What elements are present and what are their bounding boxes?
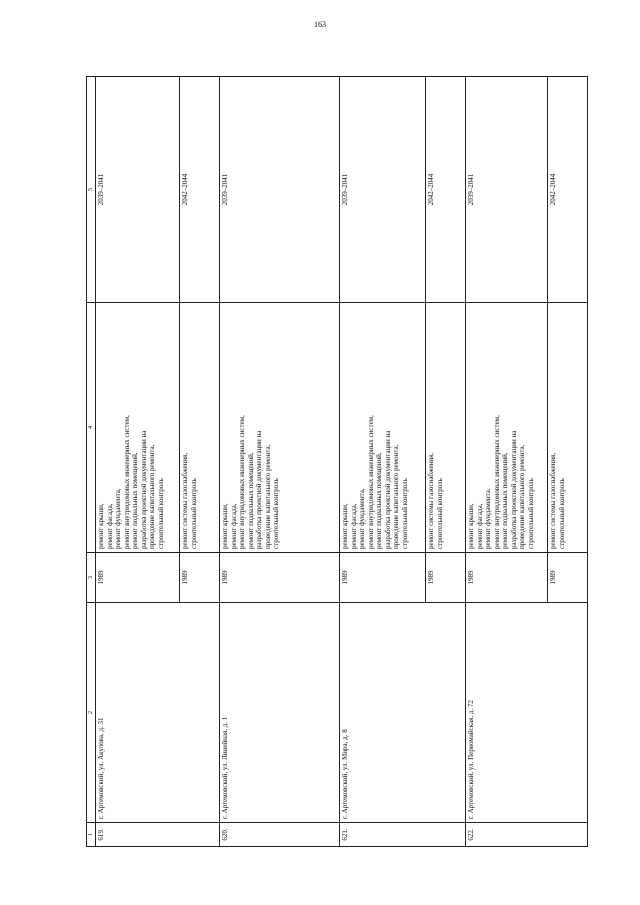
address-cell: г. Артемовский, ул. Первомайская, д. 72 (466, 603, 588, 823)
work-item: ремонт системы газоснабжения, (549, 452, 557, 549)
work-item: ремонт внутридомовых инженерных систем, (492, 415, 501, 549)
row-number: 621. (340, 823, 466, 847)
work-item: разработка проектной документации на (139, 430, 148, 549)
work-item: проведение капитального ремонта, (148, 444, 157, 549)
page-number: 163 (314, 20, 326, 29)
row-number: 620. (220, 823, 340, 847)
work-item: строительный контроль (557, 478, 566, 549)
repair-schedule-table (86, 76, 588, 847)
period-cell: 2042–2044 (548, 77, 588, 303)
work-item: ремонт крыши, (97, 503, 105, 549)
works-cell (96, 303, 180, 553)
work-item: ремонт подвальных помещений, (375, 452, 384, 549)
work-item: ремонт подвальных помещений, (501, 452, 510, 549)
work-item: ремонт крыши, (341, 503, 349, 549)
works-cell (426, 303, 466, 553)
work-item: ремонт внутридомовых инженерных систем, (366, 415, 375, 549)
year-cell: 1989 (180, 553, 220, 603)
address-cell: г. Артемовский, ул. Линейная, д. 1 (220, 603, 340, 823)
period-cell: 2039–2041 (466, 77, 548, 303)
rotated-table-container (86, 77, 566, 847)
work-item: проведение капитального ремонта, (392, 444, 401, 549)
table-row (220, 77, 340, 847)
work-item: ремонт подвальных помещений, (246, 452, 255, 549)
period-cell: 2042–2044 (180, 77, 220, 303)
row-number: 622. (466, 823, 588, 847)
period-cell: 2039–2041 (96, 77, 180, 303)
works-cell (340, 303, 426, 553)
works-cell (466, 303, 548, 553)
work-item: ремонт фундамента, (484, 488, 493, 549)
work-item: ремонт внутридомовых инженерных систем, (122, 415, 131, 549)
table-row (340, 77, 426, 847)
work-item: ремонт фасада, (229, 503, 238, 549)
work-item: ремонт системы газоснабжения, (427, 452, 435, 549)
year-cell: 1989 (426, 553, 466, 603)
work-item: проведение капитального ремонта, (518, 444, 527, 549)
table-row (466, 77, 548, 847)
works-cell (220, 303, 340, 553)
year-cell: 1989 (220, 553, 340, 603)
header-col-1: 1 (87, 823, 96, 847)
work-item: ремонт фасада, (105, 503, 114, 549)
period-cell: 2039–2041 (340, 77, 426, 303)
period-cell: 2042–2044 (426, 77, 466, 303)
work-item: строительный контроль (189, 478, 198, 549)
work-item: строительный контроль (156, 478, 165, 549)
work-item: ремонт фасада, (349, 503, 358, 549)
work-item: строительный контроль (435, 478, 444, 549)
works-cell (180, 303, 220, 553)
period-cell: 2039–2041 (220, 77, 340, 303)
work-item: ремонт крыши, (467, 503, 475, 549)
header-col-3: 3 (87, 553, 96, 603)
works-cell (548, 303, 588, 553)
work-item: строительный контроль (272, 478, 281, 549)
year-cell: 1989 (96, 553, 180, 603)
row-number: 619. (96, 823, 220, 847)
work-item: ремонт фундамента, (114, 488, 123, 549)
work-item: ремонт фундамента, (358, 488, 367, 549)
header-col-5: 5 (87, 77, 96, 303)
work-item: строительный контроль (400, 478, 409, 549)
work-item: проведение капитального ремонта, (263, 444, 272, 549)
year-cell: 1989 (548, 553, 588, 603)
header-col-2: 2 (87, 603, 96, 823)
work-item: ремонт внутридомовых инженерных систем, (238, 415, 247, 549)
header-row (87, 77, 96, 847)
year-cell: 1989 (340, 553, 426, 603)
address-cell: г. Артемовский, ул. Акулова, д. 31 (96, 603, 220, 823)
address-cell: г. Артемовский, ул. Мира, д. 8 (340, 603, 466, 823)
year-cell: 1989 (466, 553, 548, 603)
work-item: разработка проектной документации на (255, 430, 264, 549)
work-item: разработка проектной документации на (383, 430, 392, 549)
work-item: ремонт подвальных помещений, (131, 452, 140, 549)
work-item: разработка проектной документации на (509, 430, 518, 549)
header-col-4: 4 (87, 303, 96, 553)
work-item: строительный контроль (526, 478, 535, 549)
table-row (96, 77, 180, 847)
work-item: ремонт системы газоснабжения, (181, 452, 189, 549)
work-item: ремонт крыши, (221, 503, 229, 549)
table-body (96, 77, 588, 847)
work-item: ремонт фасада, (475, 503, 484, 549)
